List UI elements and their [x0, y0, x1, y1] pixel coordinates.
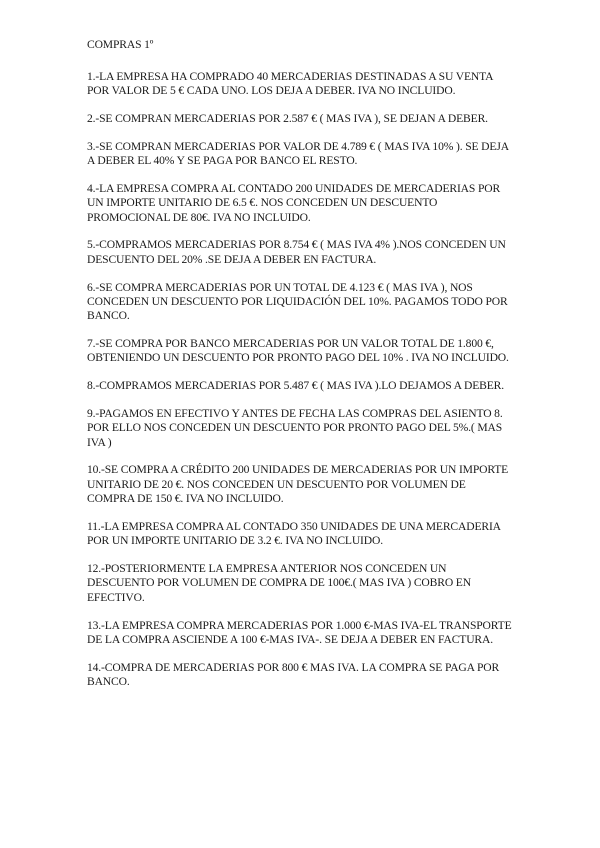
exercise-item-1: 1.-LA EMPRESA HA COMPRADO 40 MERCADERIAS DESTINADAS A SU VENTA POR VALOR DE 5 € CADA UNO. LOS DEJA A DEBER. IVA NO INCLUIDO. — [87, 70, 493, 98]
exercise-list — [87, 70, 515, 703]
exercise-item-14: 14.-COMPRA DE MERCADERIAS POR 800 € MAS IVA. LA COMPRA SE PAGA POR BANCO. — [87, 660, 500, 689]
exercise-item-3: 3.-SE COMPRAN MERCADERIAS POR VALOR DE 4.789 € ( MAS IVA 10% ). SE DEJA A DEBER EL 40% Y SE PAGA POR BANCO EL RESTO. — [87, 139, 509, 168]
exercise-item-5: 5.-COMPRAMOS MERCADERIAS POR 8.754 € ( MAS IVA 4% ).NOS CONCEDEN UN DESCUENTO DEL 20% .SE DEJA A DEBER EN FACTURA. — [87, 238, 506, 266]
document-title: COMPRAS 1º — [87, 38, 154, 51]
exercise-item-12: 12.-POSTERIORMENTE LA EMPRESA ANTERIOR NOS CONCEDEN UN DESCUENTO POR VOLUMEN DE COMPRA DE 100€.( MAS IVA ) COBRO EN EFECTIVO. — [87, 562, 471, 604]
exercise-item-4: 4.-LA EMPRESA COMPRA AL CONTADO 200 UNIDADES DE MERCADERIAS POR UN IMPORTE UNITARIO DE 6.5 €. NOS CONCEDEN UN DESCUENTO PROMOCIONAL DE 80€. IVA NO INCLUIDO. — [87, 181, 501, 224]
exercise-item-2: 2.-SE COMPRAN MERCADERIAS POR 2.587 € ( MAS IVA ), SE DEJAN A DEBER. — [87, 112, 488, 126]
exercise-item-9: 9.-PAGAMOS EN EFECTIVO Y ANTES DE FECHA LAS COMPRAS DEL ASIENTO 8. POR ELLO NOS CONCEDEN UN DESCUENTO POR PRONTO PAGO DEL 5%.( MAS IVA ) — [87, 406, 503, 449]
exercise-item-6: 6.-SE COMPRA MERCADERIAS POR UN TOTAL DE 4.123 € ( MAS IVA ), NOS CONCEDEN UN DESCUENTO POR LIQUIDACIÓN DEL 10%. PAGAMOS TODO POR BANCO. — [87, 280, 508, 323]
exercise-item-10: 10.-SE COMPRA A CRÉDITO 200 UNIDADES DE MERCADERIAS POR UN IMPORTE UNITARIO DE 20 €. NOS CONCEDEN UN DESCUENTO POR VOLUMEN DE COMPRA DE 150 €. IVA NO INCLUIDO. — [87, 463, 509, 506]
exercise-item-8: 8.-COMPRAMOS MERCADERIAS POR 5.487 € ( MAS IVA ).LO DEJAMOS A DEBER. — [87, 379, 505, 393]
exercise-item-11: 11.-LA EMPRESA COMPRA AL CONTADO 350 UNIDADES DE UNA MERCADERIA POR UN IMPORTE UNITARIO DE 3.2 €. IVA NO INCLUIDO. — [87, 519, 501, 548]
exercise-item-7: 7.-SE COMPRA POR BANCO MERCADERIAS POR UN VALOR TOTAL DE 1.800 €, OBTENIENDO UN DESCUENTO POR PRONTO PAGO DEL 10% . IVA NO INCLUIDO. — [87, 337, 509, 365]
exercise-item-13: 13.-LA EMPRESA COMPRA MERCADERIAS POR 1.000 €-MAS IVA-EL TRANSPORTE DE LA COMPRA ASCIENDE A 100 €-MAS IVA-. SE DEJA A DEBER EN FACTURA. — [87, 618, 512, 646]
